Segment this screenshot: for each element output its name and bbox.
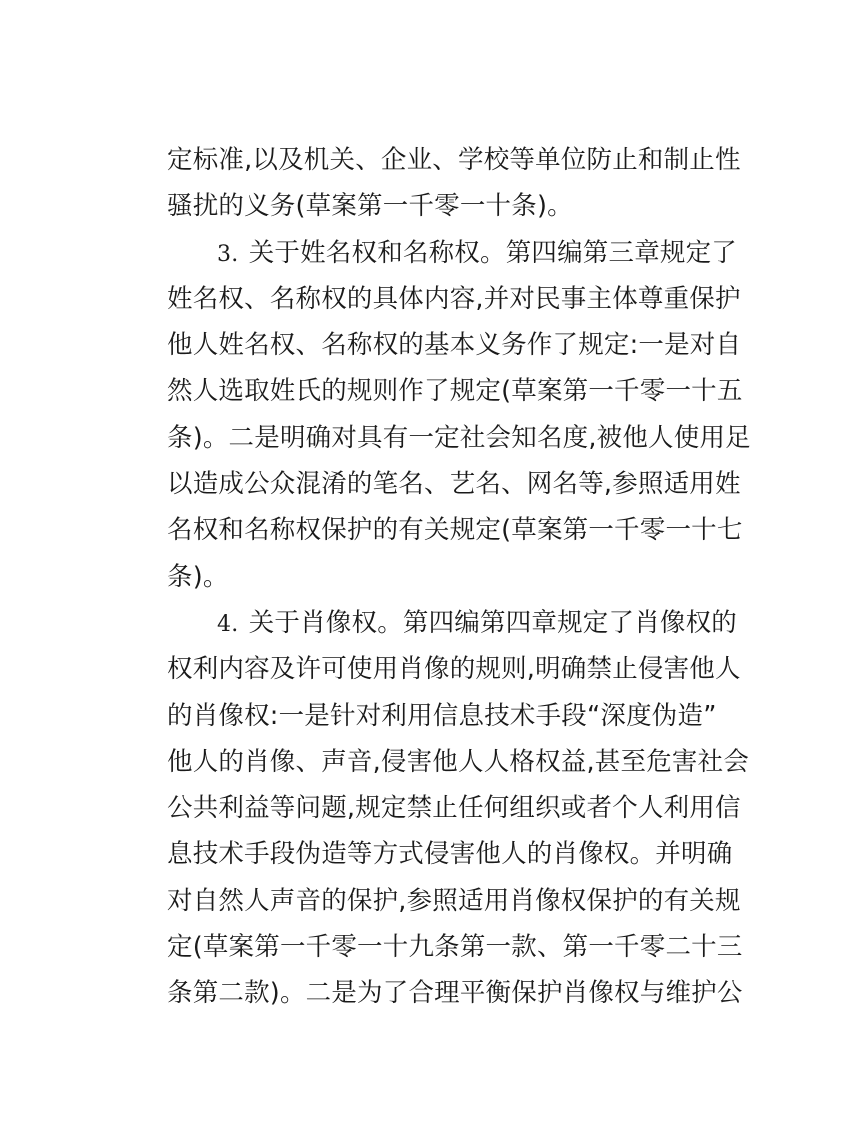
text-line: 姓名权、名称权的具体内容,并对民事主体尊重保护 [167,283,741,314]
text-line: 条)。二是明确对具有一定社会知名度,被他人使用足 [167,422,751,453]
text-line: 对自然人声音的保护,参照适用肖像权保护的有关规 [167,885,741,916]
text-line: 公共利益等问题,规定禁止任何组织或者个人利用信 [167,793,741,824]
text-line: 名权和名称权保护的有关规定(草案第一千零一十七 [167,515,743,546]
text-line: 的肖像权:一是针对利用信息技术手段“深度伪造” [167,700,717,731]
text-line: 然人选取姓氏的规则作了规定(草案第一千零一十五 [167,376,743,407]
section-number: 4. [217,611,239,637]
text-line: 关于肖像权。第四编第四章规定了肖像权的 [248,607,738,638]
text-line: 条)。 [167,561,229,592]
section-heading-3 [167,230,738,276]
text-line: 权利内容及许可使用肖像的规则,明确禁止侵害他人 [167,654,741,685]
text-line: 关于姓名权和名称权。第四编第三章规定了 [248,237,738,268]
text-line: 骚扰的义务(草案第一千零一十条)。 [167,191,573,222]
text-line: 定(草案第一千零一十九条第一款、第一千零二十三 [167,932,743,963]
text-line: 定标准,以及机关、企业、学校等单位防止和制止性 [167,145,741,175]
text-line: 息技术手段伪造等方式侵害他人的肖像权。并明确 [167,839,733,870]
section-number: 3. [217,241,239,267]
text-line: 他人的肖像、声音,侵害他人人格权益,甚至危害社会 [167,746,750,777]
text-line: 条第二款)。二是为了合理平衡保护肖像权与维护公 [167,978,743,1009]
document-body [167,137,751,1017]
text-line: 他人姓名权、名称权的基本义务作了规定:一是对自 [167,330,742,361]
section-heading-4 [167,600,738,646]
text-line: 以造成公众混淆的笔名、艺名、网名等,参照适用姓 [167,469,741,500]
